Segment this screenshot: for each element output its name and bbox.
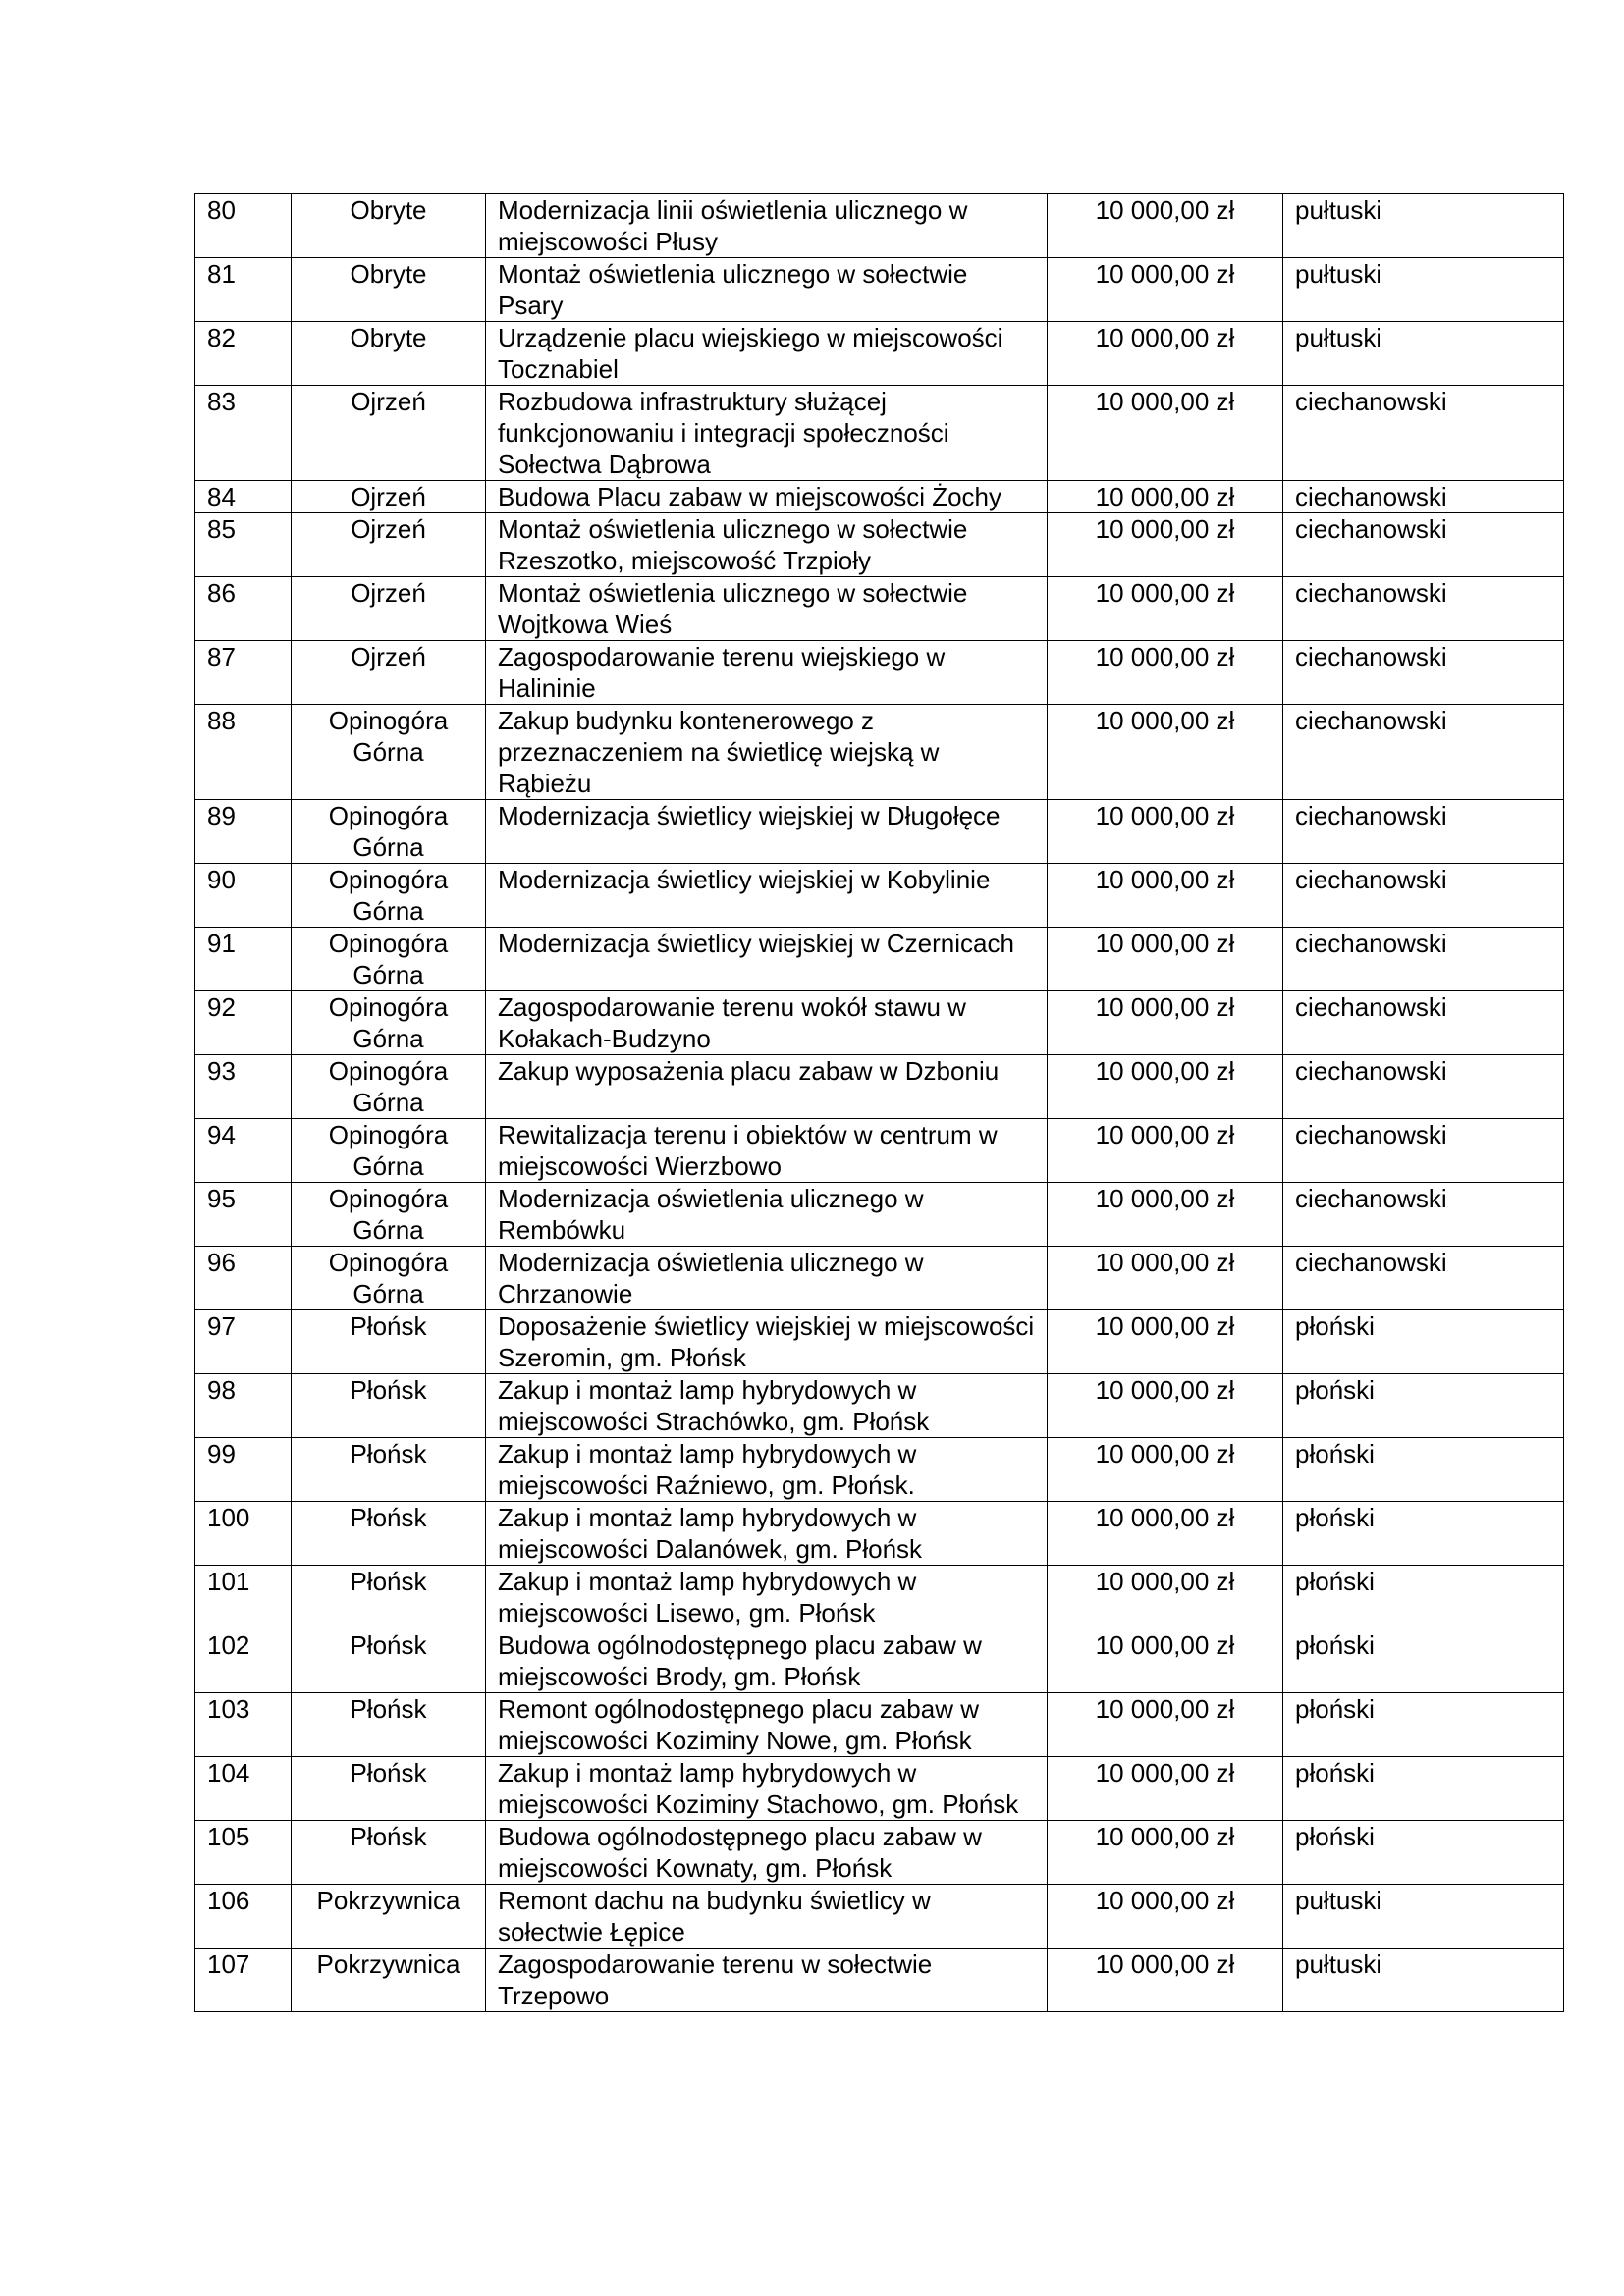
task-name-cell: Zakup i montaż lamp hybrydowych w miejscowości Raźniewo, gm. Płońsk. xyxy=(486,1438,1048,1502)
row-number-cell: 98 xyxy=(195,1374,292,1438)
municipality-cell: Opinogóra Górna xyxy=(292,705,486,800)
row-number-cell: 104 xyxy=(195,1757,292,1821)
row-number-cell: 92 xyxy=(195,991,292,1055)
county-cell: ciechanowski xyxy=(1283,1055,1564,1119)
municipality-cell: Płońsk xyxy=(292,1374,486,1438)
municipality-cell: Opinogóra Górna xyxy=(292,928,486,991)
task-name-cell: Urządzenie placu wiejskiego w miejscowości Tocznabiel xyxy=(486,322,1048,386)
table-row xyxy=(195,1502,1564,1566)
task-name-cell: Zakup wyposażenia placu zabaw w Dzboniu xyxy=(486,1055,1048,1119)
row-number-cell: 82 xyxy=(195,322,292,386)
municipality-cell: Płońsk xyxy=(292,1502,486,1566)
table-row xyxy=(195,1374,1564,1438)
task-name-cell: Zagospodarowanie terenu wokół stawu w Kołakach-Budzyno xyxy=(486,991,1048,1055)
amount-cell: 10 000,00 zł xyxy=(1048,258,1283,322)
county-cell: pułtuski xyxy=(1283,194,1564,258)
amount-cell: 10 000,00 zł xyxy=(1048,386,1283,481)
table-row xyxy=(195,705,1564,800)
row-number-cell: 107 xyxy=(195,1949,292,2012)
municipality-cell: Płońsk xyxy=(292,1438,486,1502)
county-cell: płoński xyxy=(1283,1757,1564,1821)
table-row xyxy=(195,1183,1564,1247)
county-cell: ciechanowski xyxy=(1283,1119,1564,1183)
amount-cell: 10 000,00 zł xyxy=(1048,1757,1283,1821)
row-number-cell: 84 xyxy=(195,481,292,513)
table-row xyxy=(195,1438,1564,1502)
task-name-cell: Rewitalizacja terenu i obiektów w centrum w miejscowości Wierzbowo xyxy=(486,1119,1048,1183)
row-number-cell: 93 xyxy=(195,1055,292,1119)
task-name-cell: Montaż oświetlenia ulicznego w sołectwie Psary xyxy=(486,258,1048,322)
county-cell: płoński xyxy=(1283,1693,1564,1757)
county-cell: ciechanowski xyxy=(1283,577,1564,641)
table-row xyxy=(195,194,1564,258)
row-number-cell: 90 xyxy=(195,864,292,928)
table-row xyxy=(195,1566,1564,1629)
table-row xyxy=(195,513,1564,577)
table-body xyxy=(195,194,1564,2012)
municipality-cell: Opinogóra Górna xyxy=(292,1119,486,1183)
amount-cell: 10 000,00 zł xyxy=(1048,513,1283,577)
municipality-cell: Obryte xyxy=(292,258,486,322)
municipality-cell: Opinogóra Górna xyxy=(292,1183,486,1247)
municipality-cell: Pokrzywnica xyxy=(292,1949,486,2012)
table-row xyxy=(195,1247,1564,1310)
row-number-cell: 89 xyxy=(195,800,292,864)
task-name-cell: Remont ogólnodostępnego placu zabaw w miejscowości Koziminy Nowe, gm. Płońsk xyxy=(486,1693,1048,1757)
task-name-cell: Modernizacja oświetlenia ulicznego w Rembówku xyxy=(486,1183,1048,1247)
row-number-cell: 81 xyxy=(195,258,292,322)
municipality-cell: Ojrzeń xyxy=(292,513,486,577)
task-name-cell: Modernizacja świetlicy wiejskiej w Długołęce xyxy=(486,800,1048,864)
table-row xyxy=(195,577,1564,641)
municipality-cell: Płońsk xyxy=(292,1821,486,1885)
municipality-cell: Ojrzeń xyxy=(292,577,486,641)
amount-cell: 10 000,00 zł xyxy=(1048,1693,1283,1757)
table-row xyxy=(195,258,1564,322)
amount-cell: 10 000,00 zł xyxy=(1048,481,1283,513)
county-cell: płoński xyxy=(1283,1502,1564,1566)
county-cell: ciechanowski xyxy=(1283,1183,1564,1247)
county-cell: ciechanowski xyxy=(1283,800,1564,864)
amount-cell: 10 000,00 zł xyxy=(1048,1374,1283,1438)
amount-cell: 10 000,00 zł xyxy=(1048,928,1283,991)
municipality-cell: Obryte xyxy=(292,194,486,258)
task-name-cell: Doposażenie świetlicy wiejskiej w miejscowości Szeromin, gm. Płońsk xyxy=(486,1310,1048,1374)
task-name-cell: Modernizacja świetlicy wiejskiej w Czernicach xyxy=(486,928,1048,991)
task-name-cell: Modernizacja linii oświetlenia ulicznego w miejscowości Płusy xyxy=(486,194,1048,258)
amount-cell: 10 000,00 zł xyxy=(1048,1119,1283,1183)
county-cell: płoński xyxy=(1283,1438,1564,1502)
county-cell: pułtuski xyxy=(1283,322,1564,386)
county-cell: ciechanowski xyxy=(1283,641,1564,705)
task-name-cell: Zakup i montaż lamp hybrydowych w miejscowości Dalanówek, gm. Płońsk xyxy=(486,1502,1048,1566)
amount-cell: 10 000,00 zł xyxy=(1048,1055,1283,1119)
municipality-cell: Płońsk xyxy=(292,1566,486,1629)
table-row xyxy=(195,641,1564,705)
amount-cell: 10 000,00 zł xyxy=(1048,864,1283,928)
row-number-cell: 100 xyxy=(195,1502,292,1566)
municipality-cell: Obryte xyxy=(292,322,486,386)
task-name-cell: Modernizacja oświetlenia ulicznego w Chrzanowie xyxy=(486,1247,1048,1310)
county-cell: ciechanowski xyxy=(1283,481,1564,513)
table-row xyxy=(195,1693,1564,1757)
task-name-cell: Modernizacja świetlicy wiejskiej w Kobylinie xyxy=(486,864,1048,928)
row-number-cell: 95 xyxy=(195,1183,292,1247)
table-row xyxy=(195,928,1564,991)
amount-cell: 10 000,00 zł xyxy=(1048,641,1283,705)
row-number-cell: 103 xyxy=(195,1693,292,1757)
task-name-cell: Montaż oświetlenia ulicznego w sołectwie Rzeszotko, miejscowość Trzpioły xyxy=(486,513,1048,577)
row-number-cell: 91 xyxy=(195,928,292,991)
county-cell: ciechanowski xyxy=(1283,386,1564,481)
row-number-cell: 94 xyxy=(195,1119,292,1183)
county-cell: ciechanowski xyxy=(1283,705,1564,800)
task-name-cell: Zagospodarowanie terenu wiejskiego w Halininie xyxy=(486,641,1048,705)
amount-cell: 10 000,00 zł xyxy=(1048,1629,1283,1693)
amount-cell: 10 000,00 zł xyxy=(1048,1502,1283,1566)
task-name-cell: Zagospodarowanie terenu w sołectwie Trzepowo xyxy=(486,1949,1048,2012)
county-cell: ciechanowski xyxy=(1283,864,1564,928)
task-name-cell: Budowa ogólnodostępnego placu zabaw w miejscowości Kownaty, gm. Płońsk xyxy=(486,1821,1048,1885)
municipality-cell: Opinogóra Górna xyxy=(292,800,486,864)
municipality-cell: Opinogóra Górna xyxy=(292,1055,486,1119)
municipality-cell: Płońsk xyxy=(292,1693,486,1757)
task-name-cell: Zakup i montaż lamp hybrydowych w miejscowości Koziminy Stachowo, gm. Płońsk xyxy=(486,1757,1048,1821)
amount-cell: 10 000,00 zł xyxy=(1048,194,1283,258)
county-cell: ciechanowski xyxy=(1283,513,1564,577)
row-number-cell: 96 xyxy=(195,1247,292,1310)
table-row xyxy=(195,1821,1564,1885)
municipality-cell: Ojrzeń xyxy=(292,481,486,513)
row-number-cell: 85 xyxy=(195,513,292,577)
amount-cell: 10 000,00 zł xyxy=(1048,705,1283,800)
table-row xyxy=(195,991,1564,1055)
table-row xyxy=(195,800,1564,864)
row-number-cell: 87 xyxy=(195,641,292,705)
amount-cell: 10 000,00 zł xyxy=(1048,1310,1283,1374)
municipality-cell: Płońsk xyxy=(292,1757,486,1821)
task-name-cell: Montaż oświetlenia ulicznego w sołectwie Wojtkowa Wieś xyxy=(486,577,1048,641)
grant-table xyxy=(194,193,1564,2012)
row-number-cell: 83 xyxy=(195,386,292,481)
municipality-cell: Pokrzywnica xyxy=(292,1885,486,1949)
municipality-cell: Opinogóra Górna xyxy=(292,991,486,1055)
amount-cell: 10 000,00 zł xyxy=(1048,1247,1283,1310)
county-cell: płoński xyxy=(1283,1821,1564,1885)
amount-cell: 10 000,00 zł xyxy=(1048,322,1283,386)
table-row xyxy=(195,386,1564,481)
task-name-cell: Budowa ogólnodostępnego placu zabaw w miejscowości Brody, gm. Płońsk xyxy=(486,1629,1048,1693)
amount-cell: 10 000,00 zł xyxy=(1048,1438,1283,1502)
county-cell: płoński xyxy=(1283,1310,1564,1374)
amount-cell: 10 000,00 zł xyxy=(1048,1949,1283,2012)
task-name-cell: Remont dachu na budynku świetlicy w sołectwie Łępice xyxy=(486,1885,1048,1949)
amount-cell: 10 000,00 zł xyxy=(1048,577,1283,641)
amount-cell: 10 000,00 zł xyxy=(1048,1821,1283,1885)
amount-cell: 10 000,00 zł xyxy=(1048,1566,1283,1629)
task-name-cell: Budowa Placu zabaw w miejscowości Żochy xyxy=(486,481,1048,513)
table-row xyxy=(195,1885,1564,1949)
county-cell: płoński xyxy=(1283,1629,1564,1693)
amount-cell: 10 000,00 zł xyxy=(1048,1885,1283,1949)
task-name-cell: Zakup i montaż lamp hybrydowych w miejscowości Lisewo, gm. Płońsk xyxy=(486,1566,1048,1629)
municipality-cell: Opinogóra Górna xyxy=(292,1247,486,1310)
county-cell: ciechanowski xyxy=(1283,928,1564,991)
table-row xyxy=(195,1629,1564,1693)
task-name-cell: Rozbudowa infrastruktury służącej funkcjonowaniu i integracji społeczności Sołectwa Dąbrowa xyxy=(486,386,1048,481)
table-row xyxy=(195,1055,1564,1119)
county-cell: ciechanowski xyxy=(1283,1247,1564,1310)
municipality-cell: Ojrzeń xyxy=(292,641,486,705)
row-number-cell: 105 xyxy=(195,1821,292,1885)
row-number-cell: 80 xyxy=(195,194,292,258)
task-name-cell: Zakup i montaż lamp hybrydowych w miejscowości Strachówko, gm. Płońsk xyxy=(486,1374,1048,1438)
row-number-cell: 86 xyxy=(195,577,292,641)
municipality-cell: Płońsk xyxy=(292,1310,486,1374)
table-row xyxy=(195,864,1564,928)
amount-cell: 10 000,00 zł xyxy=(1048,1183,1283,1247)
municipality-cell: Płońsk xyxy=(292,1629,486,1693)
county-cell: ciechanowski xyxy=(1283,991,1564,1055)
municipality-cell: Ojrzeń xyxy=(292,386,486,481)
row-number-cell: 101 xyxy=(195,1566,292,1629)
county-cell: płoński xyxy=(1283,1374,1564,1438)
row-number-cell: 99 xyxy=(195,1438,292,1502)
table-row xyxy=(195,1119,1564,1183)
table-row xyxy=(195,481,1564,513)
table-row xyxy=(195,1757,1564,1821)
task-name-cell: Zakup budynku kontenerowego z przeznaczeniem na świetlicę wiejską w Rąbieżu xyxy=(486,705,1048,800)
row-number-cell: 88 xyxy=(195,705,292,800)
amount-cell: 10 000,00 zł xyxy=(1048,991,1283,1055)
row-number-cell: 106 xyxy=(195,1885,292,1949)
table-row xyxy=(195,322,1564,386)
amount-cell: 10 000,00 zł xyxy=(1048,800,1283,864)
county-cell: pułtuski xyxy=(1283,1885,1564,1949)
table-row xyxy=(195,1949,1564,2012)
county-cell: pułtuski xyxy=(1283,1949,1564,2012)
table-row xyxy=(195,1310,1564,1374)
row-number-cell: 102 xyxy=(195,1629,292,1693)
row-number-cell: 97 xyxy=(195,1310,292,1374)
county-cell: płoński xyxy=(1283,1566,1564,1629)
county-cell: pułtuski xyxy=(1283,258,1564,322)
municipality-cell: Opinogóra Górna xyxy=(292,864,486,928)
